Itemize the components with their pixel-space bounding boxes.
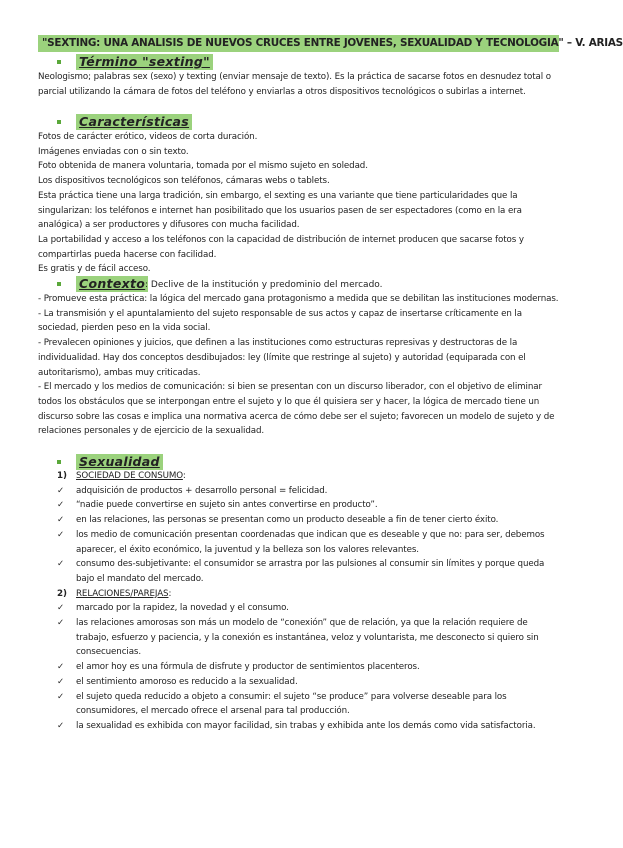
paragraph: Es gratis y de fácil acceso. [38, 264, 151, 275]
check-mark-icon: ✓ [57, 529, 65, 540]
list-item: ✓ las relaciones amorosas son más un modelo de “conexión” que de relación, ya que la relación requiere de trabajo, esfuerzo y paciencia, y la conexión es instantánea, veloz y voluntarista, me desconecto si quiero sin consecuencias. [57, 618, 539, 658]
numbered-heading-suffix: : [182, 471, 186, 481]
square-bullet-icon [57, 460, 61, 464]
section-heading-label: Término "sexting" [76, 54, 213, 70]
numbered-heading-label: SOCIEDAD DE CONSUMO [76, 471, 183, 481]
numbered-heading-sociedad [57, 469, 563, 484]
square-bullet-icon [57, 120, 61, 124]
check-mark-icon: ✓ [57, 515, 65, 526]
list-item: ✓ el sentimiento amoroso es reducido a la sexualidad. [57, 675, 563, 690]
paragraph: - Prevalecen opiniones y juicios, que definen a las instituciones como estructuras represivas y destructoras de la individualidad. Hay dos conceptos desdibujados: ley (límite que restringe al sujeto) y autoridad (equiparada con el autoritarismo), ambas muy criticadas. [38, 338, 526, 378]
numbered-heading-relaciones [57, 587, 563, 602]
list-item: ✓ marcado por la rapidez, la novedad y el consumo. [57, 601, 563, 616]
paragraph: Los dispositivos tecnológicos son teléfonos, cámaras webs o tablets. [38, 176, 330, 187]
paragraph: Imágenes enviadas con o sin texto. [38, 146, 189, 157]
sexualidad-list [57, 469, 563, 734]
section-body-termino [38, 70, 563, 99]
square-bullet-icon [57, 60, 61, 64]
section-heading-subtitle: : Declive de la institución y predominio del mercado. [145, 280, 383, 290]
check-mark-icon: ✓ [57, 676, 65, 687]
paragraph: - Promueve esta práctica: la lógica del mercado gana protagonismo a medida que se debilitan las instituciones modernas. [38, 294, 559, 304]
check-mark-icon: ✓ [57, 691, 65, 702]
numbered-heading-suffix: : [168, 588, 172, 599]
section-heading-label: Sexualidad [76, 454, 163, 470]
section-body-contexto [38, 292, 563, 439]
paragraph: Esta práctica tiene una larga tradición, sin embargo, el sexting es una variante que tiene particularidades que la singularizan: los teléfonos e internet han posibilitado que los usuarios pasen de ser espectadores (como en la era analógica) a ser productores y difusores con mucha facilidad. [38, 190, 522, 231]
check-mark-icon: ✓ [57, 559, 65, 570]
list-item: ✓ adquisición de productos + desarrollo personal = felicidad. [57, 484, 563, 499]
paragraph: Fotos de carácter erótico, videos de corta duración. [38, 132, 258, 142]
list-number: 1) [57, 471, 67, 481]
paragraph: Neologismo; palabras sex (sexo) y texting (enviar mensaje de texto). Es la práctica de sacarse fotos en desnudez total o parcial utilizando la cámara de fotos del teléfono y enviarlas a otros dispositivos tecnológicos o subirlas a internet. [38, 72, 551, 97]
paragraph: La portabilidad y acceso a los teléfonos con la capacidad de distribución de internet producen que sacarse fotos y compartirlas pueda hacerse con facilidad. [38, 234, 524, 260]
paragraph: Foto obtenida de manera voluntaria, tomada por el mismo sujeto en soledad. [38, 161, 368, 172]
check-mark-icon: ✓ [57, 485, 65, 496]
list-item: ✓ “nadie puede convertirse en sujeto sin antes convertirse en producto”. [57, 498, 563, 513]
list-item: ✓ en las relaciones, las personas se presentan como un producto deseable a fin de tener cierto éxito. [57, 513, 563, 528]
check-mark-icon: ✓ [57, 662, 65, 673]
check-mark-icon: ✓ [57, 618, 65, 629]
section-body-caracteristicas [38, 130, 563, 277]
list-item: ✓ el sujeto queda reducido a objeto a consumir: el sujeto “se produce” para volverse deseable para los consumidores, el mercado ofrece el arsenal para tal producción. [57, 691, 507, 717]
list-number: 2) [57, 588, 67, 599]
list-item: ✓ los medio de comunicación presentan coordenadas que indican que es deseable y que no: para ser, debemos aparecer, el éxito económico, la juventud y la belleza son los valores relevantes. [57, 529, 545, 555]
list-item: ✓ el amor hoy es una fórmula de disfrute y productor de sentimientos placenteros. [57, 660, 563, 675]
section-heading-label: Características [76, 114, 192, 130]
list-item: ✓ consumo des-subjetivante: el consumidor se arrastra por las pulsiones al consumir sin límites y porque queda bajo el mandato del mercado. [57, 559, 545, 584]
paragraph: - El mercado y los medios de comunicación: si bien se presentan con un discurso liberador, con el objetivo de eliminar todos los obstáculos que se interpongan entre el sujeto y lo que él quisiera ser y hacer, la lógica de mercado tiene un discurso sobre las cosas e implica una normativa acerca de cómo debe ser el sujeto; favorecen un modelo de sujeto y de relaciones personales y de ejercicio de la sexualidad. [38, 382, 555, 437]
list-item: ✓ la sexualidad es exhibida con mayor facilidad, sin trabas y exhibida ante los demás como vida satisfactoria. [57, 719, 563, 734]
check-mark-icon: ✓ [57, 720, 65, 731]
check-mark-icon: ✓ [57, 603, 65, 614]
section-heading-contexto [57, 276, 557, 292]
check-mark-icon: ✓ [57, 500, 65, 511]
document-title: "SEXTING: UNA ANALISIS DE NUEVOS CRUCES ENTRE JOVENES, SEXUALIDAD Y TECNOLOGIA" – V. ARIAS [38, 35, 559, 52]
section-heading-label: Contexto [76, 276, 148, 292]
square-bullet-icon [57, 282, 61, 286]
numbered-heading-label: RELACIONES/PAREJAS [76, 588, 169, 599]
paragraph: - La transmisión y el apuntalamiento del sujeto responsable de sus actos y capaz de insertarse críticamente en la sociedad, pierden peso en la vida social. [38, 308, 522, 334]
